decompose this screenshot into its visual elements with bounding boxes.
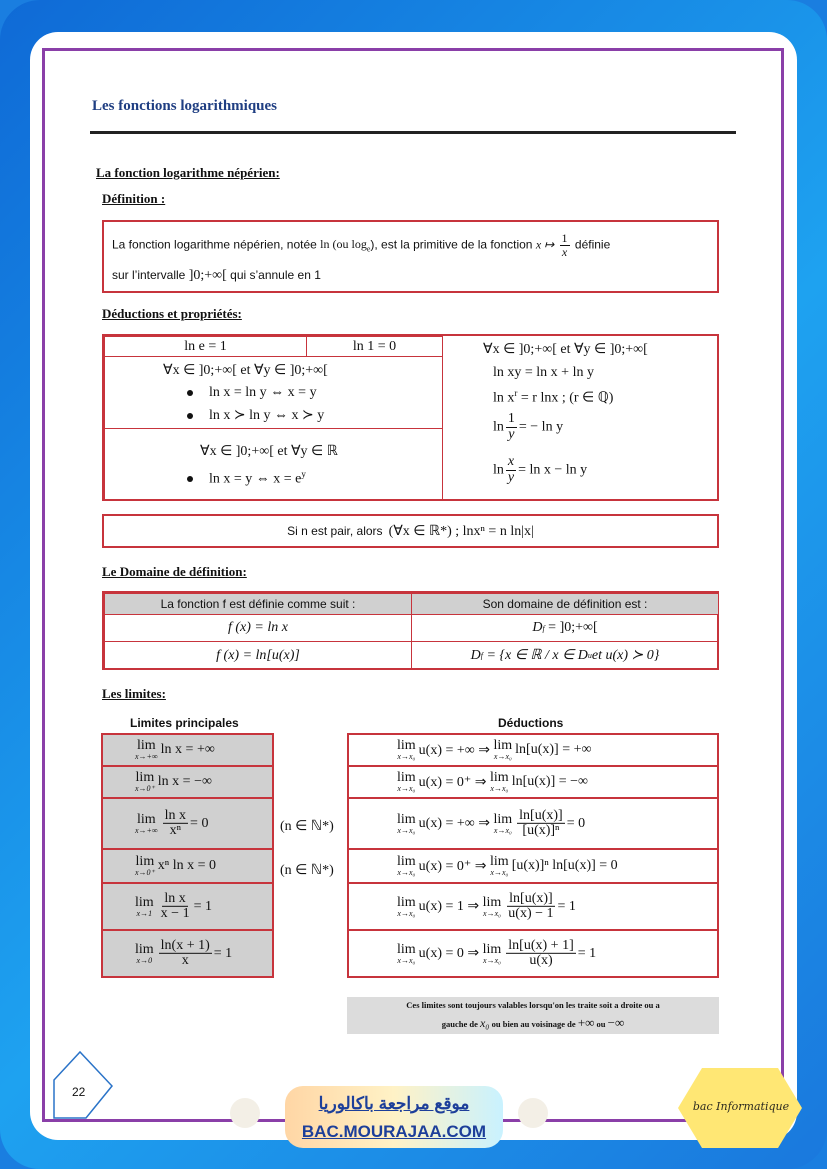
lim-operator [490, 855, 509, 877]
fraction-denominator: x − 1 [160, 906, 190, 921]
limit-hypothesis: u(x) = 0⁺ ⇒ [418, 774, 491, 790]
definition-title: Définition : [102, 191, 166, 206]
lim-operator [490, 771, 509, 793]
principal-limit-row [101, 882, 274, 931]
lim-operator [397, 739, 416, 761]
deduction-limit-row [347, 765, 719, 799]
domain-row-1-domain: D f = ]0;+∞[ [411, 614, 719, 642]
principal-limit-formula [135, 739, 215, 761]
fraction [506, 938, 575, 968]
domain-row-2-function: f (x) = ln[u(x)] [104, 641, 412, 670]
title-rule [90, 131, 736, 134]
principal-limit-formula [135, 891, 212, 921]
lim-word: lim [397, 770, 416, 785]
deduction-limit-row [347, 848, 719, 884]
prop-power: $\ln x^r = r$ lnx ; (r ∈ ℚ) [493, 388, 614, 406]
lim-word: lim [136, 811, 156, 827]
deduction-limit-formula [397, 808, 585, 838]
lim-subscript: x→x₀ [397, 908, 416, 918]
limits-deductions-table [347, 733, 719, 988]
principal-limit-formula [135, 808, 208, 838]
fraction [159, 891, 192, 921]
lim-word: lim [482, 941, 502, 957]
deduction-limit-formula [397, 938, 596, 968]
page-title: Les fonctions logarithmiques [92, 98, 278, 114]
prop-ln-1: ln 1 = 0 [306, 336, 443, 357]
prop-quotient: ln $\frac{x}{y}$ = ln x − ln y [493, 454, 588, 485]
lim-subscript: x→x₀ [483, 908, 501, 918]
limit-result: = 1 [193, 898, 212, 914]
left-logo-icon [230, 1098, 260, 1128]
limits-left-header: Limites principales [130, 716, 239, 730]
prop-exp-cell: ∀x ∈ ]0;+∞[ et ∀y ∈ ℝ ln x = y ⇔ $x = e^y$ [104, 428, 443, 501]
lim-word: lim [397, 738, 416, 753]
domain-row-1-function: f (x) = ln x [104, 614, 412, 642]
limit-expression: ln[u(x)] = −∞ [511, 774, 588, 789]
lim-word: lim [397, 941, 416, 957]
principal-limit-formula [135, 771, 212, 793]
lim-operator [135, 739, 158, 761]
lim-word: lim [397, 854, 416, 869]
prop-algebra-cell: ∀x ∈ ]0;+∞[ et ∀y ∈ ]0;+∞[ ln xy = ln x + ln y $\ln x^r = r$ lnx ; (r ∈ ℚ) ln $\frac{1}{y}$ = − ln y ln $\frac{x}{y}$ = ln x − ln y [442, 336, 719, 501]
lim-subscript: x→x₀ [397, 868, 416, 877]
principal-limit-row [101, 848, 274, 884]
bac-informatique-text: bac Informatique [692, 1100, 790, 1113]
definition-fraction: $\frac{1}{x}$ [561, 231, 568, 259]
fraction-numerator: ln[u(x) + 1] [508, 937, 574, 953]
lim-word: lim [135, 941, 154, 957]
limit-result: = 1 [557, 898, 576, 914]
fraction-denominator: xⁿ [169, 823, 182, 838]
definition-box [102, 220, 719, 293]
lim-subscript: x→1 [136, 908, 153, 918]
limit-expression: ln x = −∞ [157, 774, 212, 789]
fraction-numerator: ln[u(x)] [509, 890, 553, 906]
limit-result: = 0 [190, 815, 209, 831]
lim-word: lim [490, 770, 509, 785]
limit-hypothesis: u(x) = 1 ⇒ [418, 899, 483, 914]
lim-operator [494, 739, 513, 761]
deduction-limit-formula [397, 855, 618, 877]
deduction-limit-formula [397, 771, 588, 793]
limit-result: = 1 [213, 945, 233, 961]
limit-expression: [u(x)]ⁿ ln[u(x)] = 0 [511, 858, 618, 873]
lim-word: lim [135, 894, 154, 910]
site-url[interactable]: BAC.MOURAJAA.COM [301, 1122, 487, 1141]
limit-result: = 1 [577, 945, 597, 961]
domain-header-domain: Son domaine de définition est : [411, 593, 719, 615]
fraction [506, 891, 555, 921]
lim-operator [135, 855, 155, 877]
limits-principal-table [101, 733, 274, 988]
lim-subscript: x→x₀ [397, 784, 416, 793]
principal-limit-row [101, 929, 274, 978]
deduction-limit-row [347, 733, 719, 767]
lim-subscript: x→x₀ [397, 752, 416, 761]
prop-equal: ln x = ln y ⇔ x = y [187, 385, 317, 401]
deduction-limit-row [347, 797, 719, 850]
site-arabic: موقع مراجعة باكالوريا [318, 1094, 470, 1113]
lim-subscript: x→x₀ [397, 955, 416, 965]
prop-exp: ln x = y ⇔ $x = e^y$ [187, 469, 306, 488]
deduction-limit-row [347, 882, 719, 931]
lim-word: lim [493, 811, 513, 827]
prop-injective-cell: ∀x ∈ ]0;+∞[ et ∀y ∈ ]0;+∞[ ln x = ln y ⇔ x = y ln x ≻ ln y ⇔ x ≻ y [104, 356, 443, 429]
lim-word: lim [135, 854, 155, 869]
limits-right-header: Déductions [498, 716, 564, 730]
even-power-box: Si n est pair, alors (∀x ∈ ℝ*) ; lnxⁿ = n ln|x| [102, 514, 719, 548]
lim-subscript: x→x₀ [493, 752, 512, 761]
deduction-limit-row [347, 929, 719, 978]
principal-limit-row [101, 797, 274, 850]
limit-expression: ln[u(x)] = +∞ [515, 742, 592, 757]
fraction-denominator: [u(x)]ⁿ [522, 823, 560, 838]
section-title-ln: La fonction logarithme népérien: [96, 165, 280, 180]
limit-hypothesis: u(x) = +∞ ⇒ [418, 816, 494, 831]
limit-result: = 0 [566, 815, 586, 831]
limits-title: Les limites: [102, 686, 166, 701]
cond-n-2: (n ∈ ℕ*) [280, 863, 334, 878]
site-badge[interactable] [285, 1086, 503, 1148]
lim-subscript: x→0 [136, 955, 153, 965]
prop-inverse: ln $\frac{1}{y}$ = − ln y [493, 411, 564, 442]
cond-n-1: (n ∈ ℕ*) [280, 819, 334, 834]
page-number: 22 [72, 1085, 86, 1099]
limit-hypothesis: u(x) = 0 ⇒ [418, 946, 483, 961]
fraction [159, 938, 212, 968]
fraction-denominator: u(x) [529, 953, 553, 968]
definition-line-1: La fonction logarithme népérien, notée ln (ou $\log_e$), est la primitive de la fonction x ↦ $\frac{1}{x}$ définie [112, 231, 611, 259]
lim-operator [397, 771, 416, 793]
lim-subscript: x→+∞ [135, 752, 158, 761]
lim-operator [397, 855, 416, 877]
lim-operator [483, 896, 502, 918]
deduction-limit-formula [397, 891, 576, 921]
lim-operator [397, 943, 416, 965]
domain-header-function: La fonction f est définie comme suit : [104, 593, 412, 615]
principal-limit-formula [135, 855, 216, 877]
principal-limit-row [101, 733, 274, 767]
lim-word: lim [490, 854, 509, 869]
fraction [517, 808, 565, 838]
principal-limit-formula [135, 938, 232, 968]
limit-hypothesis: u(x) = 0⁺ ⇒ [418, 858, 491, 874]
lim-operator [135, 896, 154, 918]
lim-subscript: x→x₀ [483, 955, 501, 965]
lim-operator [483, 943, 502, 965]
properties-title: Déductions et propriétés: [102, 306, 242, 321]
lim-word: lim [397, 811, 416, 827]
lim-word: lim [135, 770, 155, 785]
lim-operator [135, 943, 154, 965]
lim-subscript: x→0⁺ [135, 784, 155, 793]
lim-subscript: x→x₀ [490, 784, 509, 793]
fraction-numerator: ln(x + 1) [160, 937, 210, 953]
domain-table [102, 591, 719, 670]
principal-limit-row [101, 765, 274, 799]
lim-subscript: x→x₀ [490, 868, 509, 877]
fraction-numerator: ln x [164, 807, 187, 823]
fraction [163, 808, 188, 838]
lim-operator [135, 813, 158, 835]
definition-line-2: sur l’intervalle ]0;+∞[ qui s’annule en 1 [112, 268, 321, 283]
right-logo-icon [518, 1098, 548, 1128]
lim-word: lim [493, 738, 513, 753]
lim-subscript: x→x₀ [397, 825, 416, 835]
lim-operator [397, 896, 416, 918]
fraction-numerator: ln x [164, 890, 186, 906]
prop-product: ln xy = ln x + ln y [493, 365, 594, 380]
lim-word: lim [136, 738, 156, 753]
limit-expression: xⁿ ln x = 0 [157, 858, 216, 873]
lim-word: lim [482, 894, 502, 910]
lim-subscript: x→x₀ [493, 825, 512, 835]
prop-ln-e: ln e = 1 [104, 336, 307, 357]
lim-subscript: x→0⁺ [135, 868, 155, 877]
limit-hypothesis: u(x) = +∞ ⇒ [418, 742, 494, 758]
fraction-denominator: x [181, 953, 189, 968]
domain-title: Le Domaine de définition: [102, 564, 247, 579]
lim-operator [397, 813, 416, 835]
properties-table [102, 334, 719, 501]
lim-word: lim [397, 894, 416, 910]
deduction-limit-formula [397, 739, 591, 761]
lim-operator [135, 771, 155, 793]
lim-operator [494, 813, 513, 835]
limit-expression: ln x = +∞ [160, 742, 215, 757]
prop-ineq: ln x ≻ ln y ⇔ x ≻ y [187, 407, 324, 424]
limits-note: Ces limites sont toujours valables lorsqu'on les traite soit a droite ou a gauche de x₀ ou bien au voisinage de +∞ ou −∞ [347, 997, 719, 1034]
fraction-numerator: ln[u(x)] [519, 807, 563, 823]
fraction-denominator: u(x) − 1 [508, 906, 554, 921]
domain-row-2-domain: D f = {x ∈ ℝ / x ∈ D u et u(x) ≻ 0} [411, 641, 719, 670]
lim-subscript: x→+∞ [135, 825, 158, 835]
